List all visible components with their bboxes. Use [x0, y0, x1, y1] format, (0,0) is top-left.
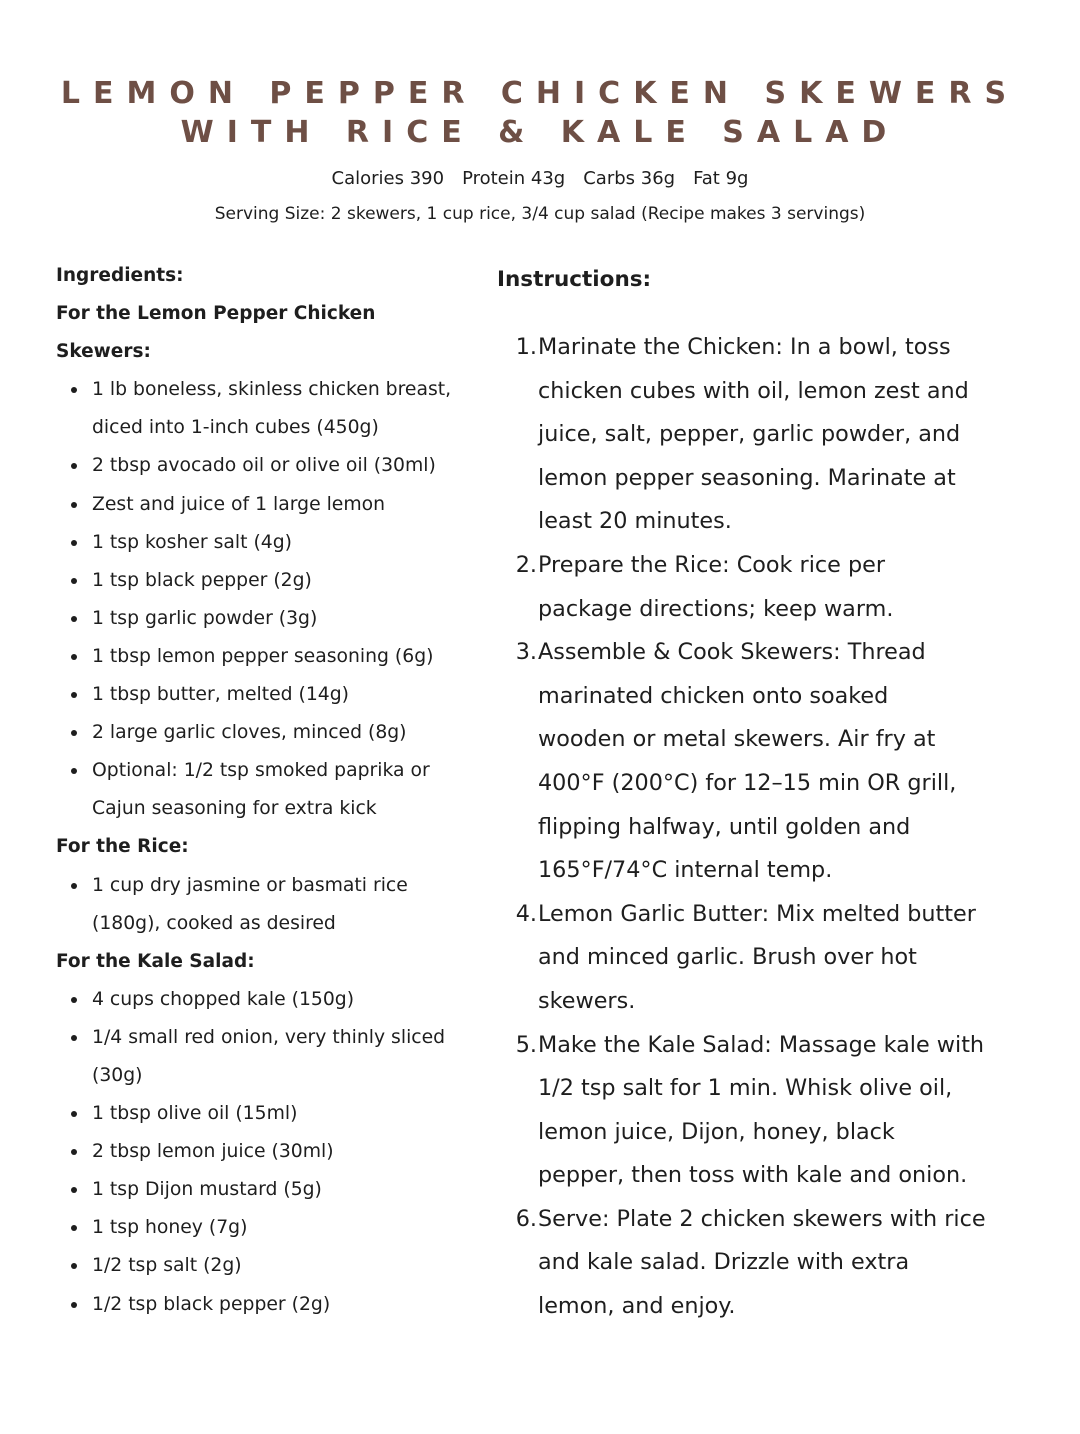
ingredient-text-line-1: 1/4 small red onion, very thinly sliced [92, 1026, 446, 1048]
ingredient-item [56, 1171, 501, 1209]
ingredient-text-line-1: 1 tsp honey (7g) [92, 1217, 248, 1239]
step-text-line: least 20 minutes. [538, 508, 732, 535]
ingredient-text-line-1: 2 large garlic cloves, minced (8g) [92, 722, 407, 744]
step-text-line: Serve: Plate 2 chicken skewers with rice [538, 1205, 986, 1232]
chicken-subheading-line-1: For the Lemon Pepper Chicken [56, 303, 376, 325]
ingredients-section [56, 257, 501, 1324]
instruction-step [497, 544, 1037, 631]
chicken-subheading-line-2: Skewers: [56, 341, 151, 363]
ingredient-item [56, 1247, 501, 1285]
instructions-heading: Instructions: [497, 267, 652, 292]
ingredient-text-line-1: 4 cups chopped kale (150g) [92, 988, 355, 1010]
ingredient-item [56, 1133, 501, 1171]
step-text-line: 1/2 tsp salt for 1 min. Whisk olive oil, [538, 1075, 953, 1102]
step-text-line: Make the Kale Salad: Massage kale with [538, 1031, 985, 1058]
step-number: 4. [515, 900, 537, 927]
ingredient-text-line-2: Cajun seasoning for extra kick [92, 798, 377, 820]
step-text-line: marinated chicken onto soaked [538, 682, 889, 709]
step-text-line: Prepare the Rice: Cook rice per [538, 551, 886, 578]
nutrition-facts [0, 166, 1080, 192]
step-number: 5. [515, 1031, 537, 1058]
ingredient-text-line-1: 1 tsp Dijon mustard (5g) [92, 1179, 322, 1201]
step-text-line: lemon pepper seasoning. Marinate at [538, 464, 956, 491]
step-text-line: 165°F/74°C internal temp. [538, 857, 833, 884]
ingredient-text-line-1: 1 tsp garlic powder (3g) [92, 607, 318, 629]
ingredient-text-line-2: diced into 1-inch cubes (450g) [92, 417, 379, 439]
step-text-line: lemon juice, Dijon, honey, black [538, 1118, 895, 1145]
recipe-title-line-2: WITH RICE & KALE SALAD [180, 115, 900, 150]
ingredient-item [56, 752, 501, 828]
ingredient-item [56, 447, 501, 485]
ingredient-text-line-1: 1 tbsp lemon pepper seasoning (6g) [92, 645, 434, 667]
instructions-list [497, 326, 1037, 1329]
ingredient-item [56, 600, 501, 638]
chicken-ingredients-list [56, 371, 501, 828]
ingredient-text-line-1: 1 cup dry jasmine or basmati rice [92, 874, 408, 896]
ingredient-text-line-1: 1 tbsp butter, melted (14g) [92, 684, 350, 706]
step-number: 1. [515, 334, 537, 360]
instruction-step [497, 326, 1037, 544]
instruction-step [497, 1024, 1037, 1198]
ingredients-heading: Ingredients: [56, 265, 184, 286]
ingredient-item [56, 867, 501, 943]
step-text-line: and kale salad. Drizzle with extra [538, 1249, 910, 1276]
step-text-line: package directions; keep warm. [538, 595, 894, 622]
ingredient-text-line-1: Optional: 1/2 tsp smoked paprika or [92, 760, 430, 782]
step-text-line: juice, salt, pepper, garlic powder, and [538, 421, 961, 448]
step-text-line: wooden or metal skewers. Air fry at [538, 726, 936, 753]
ingredient-text-line-1: Zest and juice of 1 large lemon [92, 493, 386, 515]
step-text-line: Assemble & Cook Skewers: Thread [538, 639, 926, 666]
ingredient-text-line-1: 1/2 tsp salt (2g) [92, 1255, 242, 1277]
step-text-line: chicken cubes with oil, lemon zest and [538, 377, 969, 404]
ingredient-item [56, 1286, 501, 1324]
ingredient-item [56, 676, 501, 714]
ingredient-item [56, 981, 501, 1019]
ingredient-item [56, 714, 501, 752]
ingredient-text-line-2: (30g) [92, 1064, 143, 1086]
ingredient-text-line-2: (180g), cooked as desired [92, 912, 336, 934]
fat-value: Fat 9g [693, 168, 749, 189]
carbs-value: Carbs 36g [583, 168, 676, 189]
ingredient-item [56, 1209, 501, 1247]
step-text-line: lemon, and enjoy. [538, 1293, 736, 1320]
ingredient-item [56, 524, 501, 562]
step-number: 2. [515, 551, 537, 578]
salad-ingredients-list [56, 981, 501, 1324]
ingredient-item [56, 638, 501, 676]
step-text-line: Marinate the Chicken: In a bowl, toss [538, 334, 951, 360]
serving-size: Serving Size: 2 skewers, 1 cup rice, 3/4 cup salad (Recipe makes 3 servings) [214, 204, 866, 224]
step-text-line: 400°F (200°C) for 12–15 min OR grill, [538, 769, 957, 796]
step-number: 6. [515, 1205, 537, 1232]
recipe-title [0, 74, 1080, 152]
instructions-section [497, 262, 1037, 1329]
ingredient-text-line-1: 1 tbsp olive oil (15ml) [92, 1103, 298, 1125]
step-number: 3. [515, 639, 537, 666]
ingredient-text-line-1: 1 tsp kosher salt (4g) [92, 531, 292, 553]
ingredient-item [56, 486, 501, 524]
instruction-step [497, 631, 1037, 893]
rice-ingredients-list [56, 867, 501, 943]
ingredient-text-line-1: 2 tbsp avocado oil or olive oil (30ml) [92, 455, 436, 477]
calories-value: Calories 390 [331, 168, 445, 189]
ingredient-text-line-1: 2 tbsp lemon juice (30ml) [92, 1141, 334, 1163]
step-text-line: skewers. [538, 987, 636, 1014]
salad-subheading: For the Kale Salad: [56, 950, 255, 972]
ingredient-item [56, 371, 501, 447]
step-text-line: Lemon Garlic Butter: Mix melted butter [538, 900, 976, 927]
ingredient-item [56, 562, 501, 600]
ingredient-text-line-1: 1 tsp black pepper (2g) [92, 569, 312, 591]
ingredient-text-line-1: 1 lb boneless, skinless chicken breast, [92, 379, 452, 401]
protein-value: Protein 43g [462, 168, 566, 189]
recipe-title-line-1: LEMON PEPPER CHICKEN SKEWERS [60, 76, 1020, 111]
step-text-line: flipping halfway, until golden and [538, 813, 911, 840]
instruction-step [497, 893, 1037, 1024]
ingredient-item [56, 1095, 501, 1133]
rice-subheading: For the Rice: [56, 836, 189, 858]
ingredient-item [56, 1019, 501, 1095]
ingredient-text-line-1: 1/2 tsp black pepper (2g) [92, 1293, 331, 1315]
step-text-line: and minced garlic. Brush over hot [538, 944, 917, 971]
instruction-step [497, 1198, 1037, 1329]
step-text-line: pepper, then toss with kale and onion. [538, 1162, 968, 1189]
